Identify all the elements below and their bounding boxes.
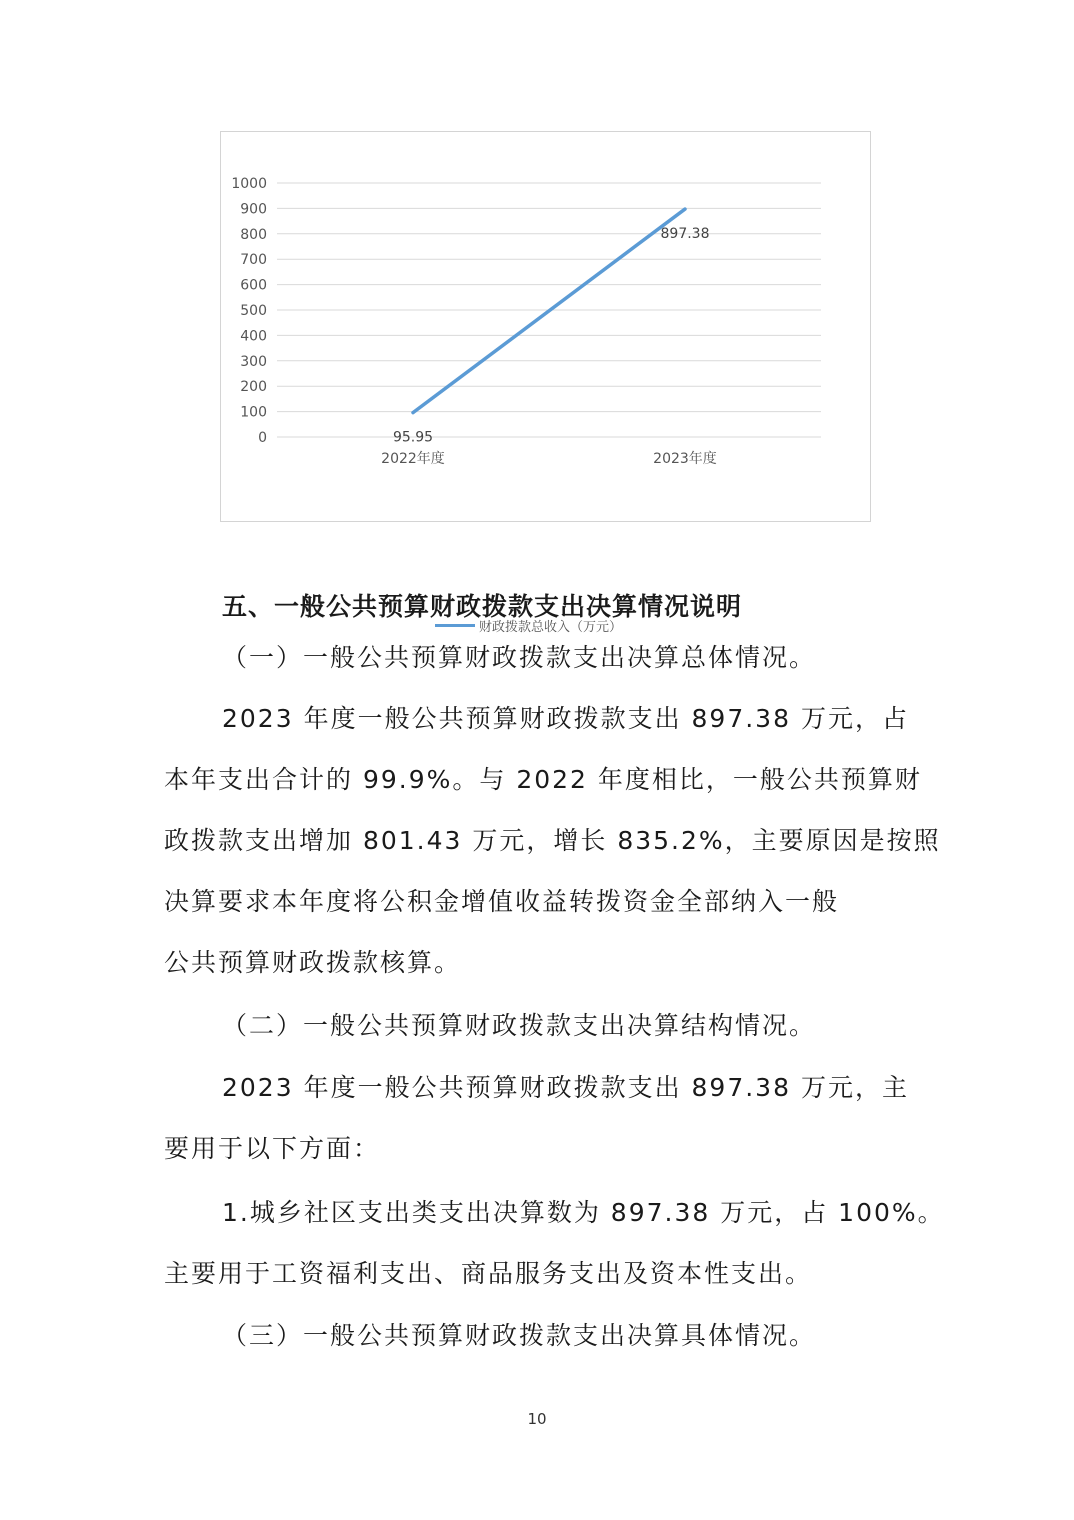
subsection-1-title: （一）一般公共预算财政拨款支出决算总体情况。 [222,643,817,672]
paragraph-1-line-5: 公共预算财政拨款核算。 [164,948,462,977]
legend-label: 财政拨款总收入（万元） [479,620,623,635]
y-tick-label: 900 [240,201,267,218]
page-number: 10 [527,1410,547,1428]
data-label: 95.95 [392,429,434,446]
paragraph-2-line-1: 2023 年度一般公共预算财政拨款支出 897.38 万元，主 [222,1073,909,1102]
x-tick-label: 2023年度 [653,451,717,467]
y-tick-label: 200 [240,379,267,396]
paragraph-3-line-1: 1.城乡社区支出类支出决算数为 897.38 万元，占 100%。 [222,1198,945,1227]
y-tick-label: 100 [240,404,267,421]
data-label: 897.38 [660,226,710,243]
y-tick-label: 500 [240,303,267,319]
y-tick-label: 700 [240,252,267,269]
y-tick-label: 600 [240,277,267,294]
y-tick-label: 0 [258,430,267,446]
y-tick-label: 400 [240,328,267,345]
line-chart [221,132,872,523]
paragraph-3-line-2: 主要用于工资福利支出、商品服务支出及资本性支出。 [164,1259,813,1288]
paragraph-1-line-3: 政拨款支出增加 801.43 万元，增长 835.2%，主要原因是按照 [164,826,941,855]
y-tick-label: 800 [240,226,267,243]
data-point [684,208,687,211]
y-tick-label: 300 [240,353,267,370]
subsection-3-title: （三）一般公共预算财政拨款支出决算具体情况。 [222,1321,817,1350]
section-title: 五、一般公共预算财政拨款支出决算情况说明 [222,592,743,621]
series-line [413,209,685,413]
paragraph-1-line-1: 2023 年度一般公共预算财政拨款支出 897.38 万元，占 [222,704,909,733]
subsection-2-title: （二）一般公共预算财政拨款支出决算结构情况。 [222,1011,817,1040]
y-tick-label: 1000 [231,176,267,192]
x-tick-label: 2022年度 [381,451,445,467]
paragraph-1-line-2: 本年支出合计的 99.9%。与 2022 年度相比，一般公共预算财 [164,765,922,794]
data-point [412,411,415,414]
legend-line-swatch [435,624,475,627]
paragraph-1-line-4: 决算要求本年度将公积金增值收益转拨资金全部纳入一般 [164,887,840,916]
paragraph-2-line-2: 要用于以下方面： [164,1134,381,1163]
